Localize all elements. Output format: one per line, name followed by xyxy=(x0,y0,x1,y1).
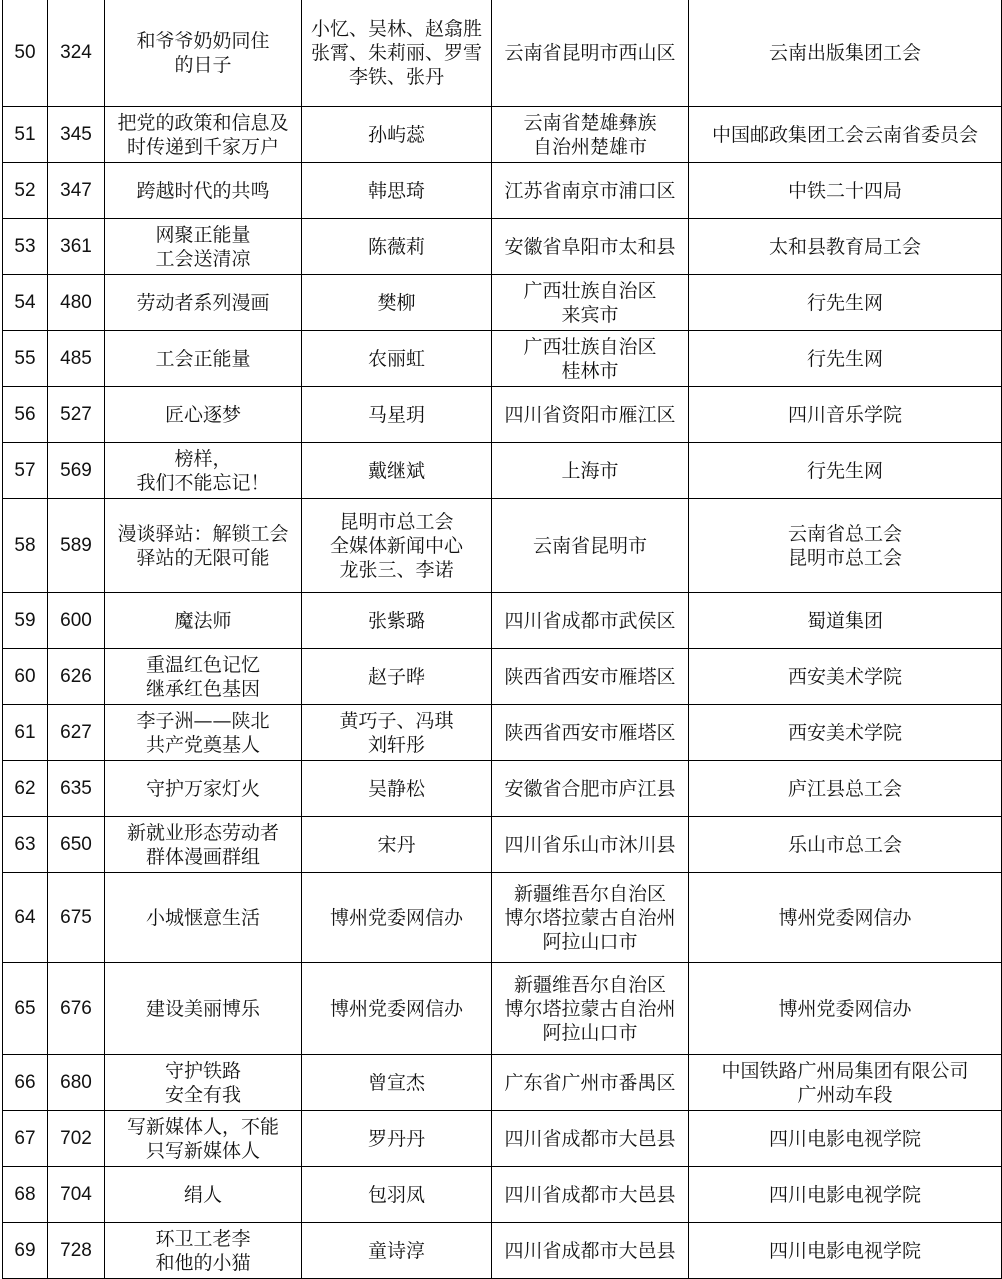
row-number-cell xyxy=(3,1167,48,1223)
cell-text-line: 罗丹丹 xyxy=(367,1127,425,1150)
cell-text-line: 守护万家灯火 xyxy=(145,777,260,800)
table-row xyxy=(3,331,1002,387)
cell-text-line: 四川电影电视学院 xyxy=(768,1239,921,1262)
cell-text-line: 桂林市 xyxy=(561,359,619,382)
cell-text-line: 魔法师 xyxy=(174,609,232,632)
cell-text: 63 xyxy=(14,833,36,855)
work-title-cell xyxy=(105,275,302,331)
organization-cell xyxy=(689,1223,1002,1279)
author-cell xyxy=(302,163,492,219)
cell-text-line: 我们不能忘记！ xyxy=(136,471,270,494)
row-number-cell xyxy=(3,219,48,275)
work-title-cell xyxy=(105,1055,302,1111)
entry-id-cell xyxy=(48,1223,105,1279)
region-cell xyxy=(492,163,689,219)
cell-text-line: 只写新媒体人 xyxy=(145,1139,260,1162)
cell-text: 66 xyxy=(14,1071,36,1093)
cell-text-line: 云南省昆明市西山区 xyxy=(504,41,676,64)
cell-text-line: 漫谈驿站：解锁工会 xyxy=(117,522,289,545)
cell-text-line: 樊柳 xyxy=(377,291,416,314)
results-table-body xyxy=(3,0,1002,1279)
cell-text-line: 昆明市总工会 xyxy=(787,546,902,569)
organization-cell xyxy=(689,443,1002,499)
cell-text-line: 戴继斌 xyxy=(367,459,425,482)
cell-text-line: 跨越时代的共鸣 xyxy=(136,179,270,202)
cell-text: 728 xyxy=(60,1239,92,1261)
cell-text-line: 安徽省阜阳市太和县 xyxy=(504,235,676,258)
row-number-cell xyxy=(3,107,48,163)
region-cell xyxy=(492,1111,689,1167)
entry-id-cell xyxy=(48,817,105,873)
cell-text-line: 李子洲——陕北 xyxy=(136,709,270,732)
organization-cell xyxy=(689,331,1002,387)
work-title-cell xyxy=(105,163,302,219)
cell-text-line: 劳动者系列漫画 xyxy=(136,291,270,314)
cell-text-line: 李铁、张丹 xyxy=(348,65,444,88)
cell-text: 635 xyxy=(60,777,92,799)
organization-cell xyxy=(689,219,1002,275)
table-row xyxy=(3,107,1002,163)
cell-text-line: 四川省成都市大邑县 xyxy=(504,1239,676,1262)
region-cell xyxy=(492,649,689,705)
cell-text: 480 xyxy=(60,291,92,313)
cell-text: 52 xyxy=(14,179,36,201)
cell-text-line: 继承红色基因 xyxy=(145,677,260,700)
region-cell xyxy=(492,499,689,593)
work-title-cell xyxy=(105,1167,302,1223)
author-cell xyxy=(302,963,492,1055)
entry-id-cell xyxy=(48,499,105,593)
cell-text: 680 xyxy=(60,1071,92,1093)
cell-text: 589 xyxy=(60,534,92,556)
work-title-cell xyxy=(105,1111,302,1167)
cell-text: 702 xyxy=(60,1127,92,1149)
entry-id-cell xyxy=(48,163,105,219)
cell-text-line: 四川音乐学院 xyxy=(787,403,902,426)
region-cell xyxy=(492,705,689,761)
cell-text-line: 博州党委网信办 xyxy=(778,997,912,1020)
entry-id-cell xyxy=(48,0,105,107)
region-cell xyxy=(492,443,689,499)
entry-id-cell xyxy=(48,1167,105,1223)
organization-cell xyxy=(689,275,1002,331)
cell-text-line: 博尔塔拉蒙古自治州 xyxy=(504,906,676,929)
row-number-cell xyxy=(3,0,48,107)
cell-text-line: 云南省昆明市 xyxy=(532,534,647,557)
cell-text: 347 xyxy=(60,179,92,201)
organization-cell xyxy=(689,1111,1002,1167)
table-row xyxy=(3,963,1002,1055)
cell-text-line: 蜀道集团 xyxy=(806,609,883,632)
cell-text: 61 xyxy=(14,721,36,743)
table-row xyxy=(3,1167,1002,1223)
cell-text: 68 xyxy=(14,1183,36,1205)
table-row xyxy=(3,275,1002,331)
author-cell xyxy=(302,331,492,387)
cell-text-line: 四川省资阳市雁江区 xyxy=(504,403,676,426)
cell-text: 67 xyxy=(14,1127,36,1149)
row-number-cell xyxy=(3,705,48,761)
row-number-cell xyxy=(3,331,48,387)
cell-text: 54 xyxy=(14,291,36,313)
entry-id-cell xyxy=(48,331,105,387)
row-number-cell xyxy=(3,1055,48,1111)
cell-text-line: 榜样， xyxy=(174,447,232,470)
author-cell xyxy=(302,1111,492,1167)
table-row xyxy=(3,0,1002,107)
entry-id-cell xyxy=(48,1111,105,1167)
author-cell xyxy=(302,1223,492,1279)
cell-text-line: 把党的政策和信息及 xyxy=(117,111,289,134)
organization-cell xyxy=(689,873,1002,963)
cell-text: 58 xyxy=(14,534,36,556)
row-number-cell xyxy=(3,499,48,593)
table-row xyxy=(3,649,1002,705)
row-number-cell xyxy=(3,593,48,649)
cell-text: 53 xyxy=(14,235,36,257)
cell-text-line: 和他的小猫 xyxy=(155,1251,251,1274)
cell-text-line: 自治州楚雄市 xyxy=(532,135,647,158)
region-cell xyxy=(492,873,689,963)
cell-text: 56 xyxy=(14,403,36,425)
author-cell xyxy=(302,0,492,107)
work-title-cell xyxy=(105,107,302,163)
work-title-cell xyxy=(105,219,302,275)
work-title-cell xyxy=(105,387,302,443)
cell-text-line: 驿站的无限可能 xyxy=(136,546,270,569)
table-row xyxy=(3,1223,1002,1279)
author-cell xyxy=(302,1167,492,1223)
cell-text: 51 xyxy=(14,123,36,145)
cell-text-line: 建设美丽博乐 xyxy=(145,997,260,1020)
cell-text: 64 xyxy=(14,906,36,928)
organization-cell xyxy=(689,705,1002,761)
row-number-cell xyxy=(3,443,48,499)
entry-id-cell xyxy=(48,963,105,1055)
author-cell xyxy=(302,649,492,705)
table-row xyxy=(3,1111,1002,1167)
cell-text: 600 xyxy=(60,609,92,631)
cell-text-line: 四川电影电视学院 xyxy=(768,1183,921,1206)
cell-text-line: 云南省楚雄彝族 xyxy=(523,111,657,134)
cell-text-line: 乐山市总工会 xyxy=(787,833,902,856)
author-cell xyxy=(302,275,492,331)
work-title-cell xyxy=(105,499,302,593)
author-cell xyxy=(302,1055,492,1111)
work-title-cell xyxy=(105,705,302,761)
entry-id-cell xyxy=(48,705,105,761)
cell-text: 55 xyxy=(14,347,36,369)
cell-text-line: 工会正能量 xyxy=(155,347,251,370)
cell-text-line: 共产党奠基人 xyxy=(145,733,260,756)
entry-id-cell xyxy=(48,1055,105,1111)
cell-text-line: 小城惬意生活 xyxy=(145,906,260,929)
cell-text-line: 四川省乐山市沐川县 xyxy=(504,833,676,856)
organization-cell xyxy=(689,817,1002,873)
table-row xyxy=(3,873,1002,963)
cell-text-line: 的日子 xyxy=(174,53,232,76)
author-cell xyxy=(302,593,492,649)
work-title-cell xyxy=(105,0,302,107)
table-row xyxy=(3,499,1002,593)
cell-text-line: 守护铁路 xyxy=(164,1059,241,1082)
entry-id-cell xyxy=(48,107,105,163)
cell-text: 485 xyxy=(60,347,92,369)
cell-text-line: 四川省成都市大邑县 xyxy=(504,1127,676,1150)
cell-text-line: 西安美术学院 xyxy=(787,721,902,744)
work-title-cell xyxy=(105,761,302,817)
region-cell xyxy=(492,107,689,163)
region-cell xyxy=(492,593,689,649)
author-cell xyxy=(302,219,492,275)
cell-text: 361 xyxy=(60,235,92,257)
cell-text-line: 广东省广州市番禺区 xyxy=(504,1071,676,1094)
cell-text-line: 匠心逐梦 xyxy=(164,403,241,426)
table-row xyxy=(3,1055,1002,1111)
table-row xyxy=(3,593,1002,649)
cell-text-line: 阿拉山口市 xyxy=(542,930,638,953)
work-title-cell xyxy=(105,873,302,963)
cell-text-line: 童诗淳 xyxy=(367,1239,425,1262)
cell-text-line: 四川省成都市大邑县 xyxy=(504,1183,676,1206)
organization-cell xyxy=(689,649,1002,705)
cell-text-line: 来宾市 xyxy=(561,303,619,326)
cell-text-line: 宋丹 xyxy=(377,833,416,856)
row-number-cell xyxy=(3,275,48,331)
cell-text-line: 庐江县总工会 xyxy=(787,777,902,800)
cell-text: 569 xyxy=(60,459,92,481)
work-title-cell xyxy=(105,593,302,649)
author-cell xyxy=(302,107,492,163)
cell-text-line: 黄巧子、冯琪 xyxy=(339,709,454,732)
region-cell xyxy=(492,331,689,387)
region-cell xyxy=(492,1223,689,1279)
cell-text-line: 赵子晔 xyxy=(367,665,425,688)
cell-text: 676 xyxy=(60,997,92,1019)
cell-text-line: 新疆维吾尔自治区 xyxy=(513,973,666,996)
entry-id-cell xyxy=(48,761,105,817)
table-row xyxy=(3,443,1002,499)
cell-text: 675 xyxy=(60,906,92,928)
cell-text: 527 xyxy=(60,403,92,425)
cell-text: 324 xyxy=(60,41,92,63)
cell-text-line: 广西壮族自治区 xyxy=(523,335,657,358)
cell-text-line: 行先生网 xyxy=(806,347,883,370)
cell-text-line: 群体漫画群组 xyxy=(145,845,260,868)
cell-text-line: 网聚正能量 xyxy=(155,223,251,246)
cell-text-line: 行先生网 xyxy=(806,291,883,314)
cell-text: 65 xyxy=(14,997,36,1019)
entry-id-cell xyxy=(48,443,105,499)
cell-text: 626 xyxy=(60,665,92,687)
table-row xyxy=(3,219,1002,275)
organization-cell xyxy=(689,593,1002,649)
cell-text-line: 西安美术学院 xyxy=(787,665,902,688)
organization-cell xyxy=(689,387,1002,443)
author-cell xyxy=(302,443,492,499)
cell-text-line: 和爷爷奶奶同住 xyxy=(136,29,270,52)
row-number-cell xyxy=(3,963,48,1055)
cell-text-line: 新就业形态劳动者 xyxy=(126,821,279,844)
cell-text-line: 博州党委网信办 xyxy=(329,906,463,929)
cell-text: 650 xyxy=(60,833,92,855)
region-cell xyxy=(492,963,689,1055)
results-table xyxy=(2,0,1002,1279)
table-row xyxy=(3,387,1002,443)
region-cell xyxy=(492,761,689,817)
cell-text-line: 江苏省南京市浦口区 xyxy=(504,179,676,202)
cell-text-line: 龙张三、李诺 xyxy=(339,558,454,581)
cell-text-line: 小忆、吴林、赵翕胜 xyxy=(310,17,482,40)
cell-text-line: 博尔塔拉蒙古自治州 xyxy=(504,997,676,1020)
row-number-cell xyxy=(3,761,48,817)
cell-text-line: 韩思琦 xyxy=(367,179,425,202)
cell-text-line: 安全有我 xyxy=(164,1083,241,1106)
row-number-cell xyxy=(3,387,48,443)
work-title-cell xyxy=(105,331,302,387)
row-number-cell xyxy=(3,163,48,219)
cell-text: 62 xyxy=(14,777,36,799)
organization-cell xyxy=(689,1055,1002,1111)
region-cell xyxy=(492,387,689,443)
region-cell xyxy=(492,1055,689,1111)
cell-text-line: 上海市 xyxy=(561,459,619,482)
cell-text-line: 新疆维吾尔自治区 xyxy=(513,882,666,905)
organization-cell xyxy=(689,107,1002,163)
cell-text: 59 xyxy=(14,609,36,631)
author-cell xyxy=(302,817,492,873)
cell-text-line: 云南省总工会 xyxy=(787,522,902,545)
work-title-cell xyxy=(105,649,302,705)
region-cell xyxy=(492,219,689,275)
organization-cell xyxy=(689,1167,1002,1223)
table-row xyxy=(3,705,1002,761)
entry-id-cell xyxy=(48,649,105,705)
work-title-cell xyxy=(105,963,302,1055)
organization-cell xyxy=(689,499,1002,593)
organization-cell xyxy=(689,0,1002,107)
row-number-cell xyxy=(3,1111,48,1167)
work-title-cell xyxy=(105,1223,302,1279)
cell-text-line: 吴静松 xyxy=(367,777,425,800)
cell-text-line: 曾宣杰 xyxy=(367,1071,425,1094)
cell-text-line: 四川省成都市武侯区 xyxy=(504,609,676,632)
author-cell xyxy=(302,705,492,761)
table-row xyxy=(3,817,1002,873)
entry-id-cell xyxy=(48,387,105,443)
cell-text: 57 xyxy=(14,459,36,481)
cell-text-line: 农丽虹 xyxy=(367,347,425,370)
table-row xyxy=(3,163,1002,219)
cell-text-line: 中国邮政集团工会云南省委员会 xyxy=(711,123,978,146)
row-number-cell xyxy=(3,1223,48,1279)
row-number-cell xyxy=(3,817,48,873)
cell-text-line: 环卫工老李 xyxy=(155,1227,251,1250)
cell-text: 704 xyxy=(60,1183,92,1205)
row-number-cell xyxy=(3,873,48,963)
cell-text-line: 昆明市总工会 xyxy=(339,510,454,533)
work-title-cell xyxy=(105,817,302,873)
cell-text-line: 写新媒体人，不能 xyxy=(126,1115,279,1138)
work-title-cell xyxy=(105,443,302,499)
cell-text-line: 行先生网 xyxy=(806,459,883,482)
cell-text: 69 xyxy=(14,1239,36,1261)
organization-cell xyxy=(689,761,1002,817)
author-cell xyxy=(302,873,492,963)
cell-text-line: 太和县教育局工会 xyxy=(768,235,921,258)
region-cell xyxy=(492,275,689,331)
author-cell xyxy=(302,387,492,443)
cell-text-line: 包羽凤 xyxy=(367,1183,425,1206)
cell-text-line: 陈薇莉 xyxy=(367,235,425,258)
cell-text-line: 时传递到千家万户 xyxy=(126,135,279,158)
cell-text-line: 四川电影电视学院 xyxy=(768,1127,921,1150)
cell-text-line: 博州党委网信办 xyxy=(778,906,912,929)
cell-text-line: 陕西省西安市雁塔区 xyxy=(504,665,676,688)
cell-text-line: 张霄、朱莉丽、罗雪 xyxy=(310,41,482,64)
region-cell xyxy=(492,1167,689,1223)
cell-text-line: 广州动车段 xyxy=(797,1083,893,1106)
cell-text: 50 xyxy=(14,41,36,63)
cell-text-line: 张紫璐 xyxy=(367,609,425,632)
cell-text-line: 云南出版集团工会 xyxy=(768,41,921,64)
author-cell xyxy=(302,761,492,817)
table-row xyxy=(3,761,1002,817)
entry-id-cell xyxy=(48,873,105,963)
cell-text: 627 xyxy=(60,721,92,743)
cell-text-line: 中铁二十四局 xyxy=(787,179,902,202)
entry-id-cell xyxy=(48,593,105,649)
cell-text: 345 xyxy=(60,123,92,145)
author-cell xyxy=(302,499,492,593)
entry-id-cell xyxy=(48,275,105,331)
cell-text-line: 陕西省西安市雁塔区 xyxy=(504,721,676,744)
cell-text-line: 全媒体新闻中心 xyxy=(329,534,463,557)
cell-text-line: 孙屿蕊 xyxy=(367,123,425,146)
organization-cell xyxy=(689,163,1002,219)
cell-text-line: 安徽省合肥市庐江县 xyxy=(504,777,676,800)
region-cell xyxy=(492,0,689,107)
cell-text-line: 绢人 xyxy=(183,1183,222,1206)
row-number-cell xyxy=(3,649,48,705)
cell-text-line: 马星玥 xyxy=(367,403,425,426)
cell-text-line: 重温红色记忆 xyxy=(145,653,260,676)
cell-text-line: 中国铁路广州局集团有限公司 xyxy=(721,1059,969,1082)
entry-id-cell xyxy=(48,219,105,275)
cell-text-line: 刘轩彤 xyxy=(367,733,425,756)
organization-cell xyxy=(689,963,1002,1055)
cell-text-line: 工会送清凉 xyxy=(155,247,251,270)
cell-text-line: 博州党委网信办 xyxy=(329,997,463,1020)
cell-text-line: 广西壮族自治区 xyxy=(523,279,657,302)
cell-text-line: 阿拉山口市 xyxy=(542,1021,638,1044)
region-cell xyxy=(492,817,689,873)
cell-text: 60 xyxy=(14,665,36,687)
